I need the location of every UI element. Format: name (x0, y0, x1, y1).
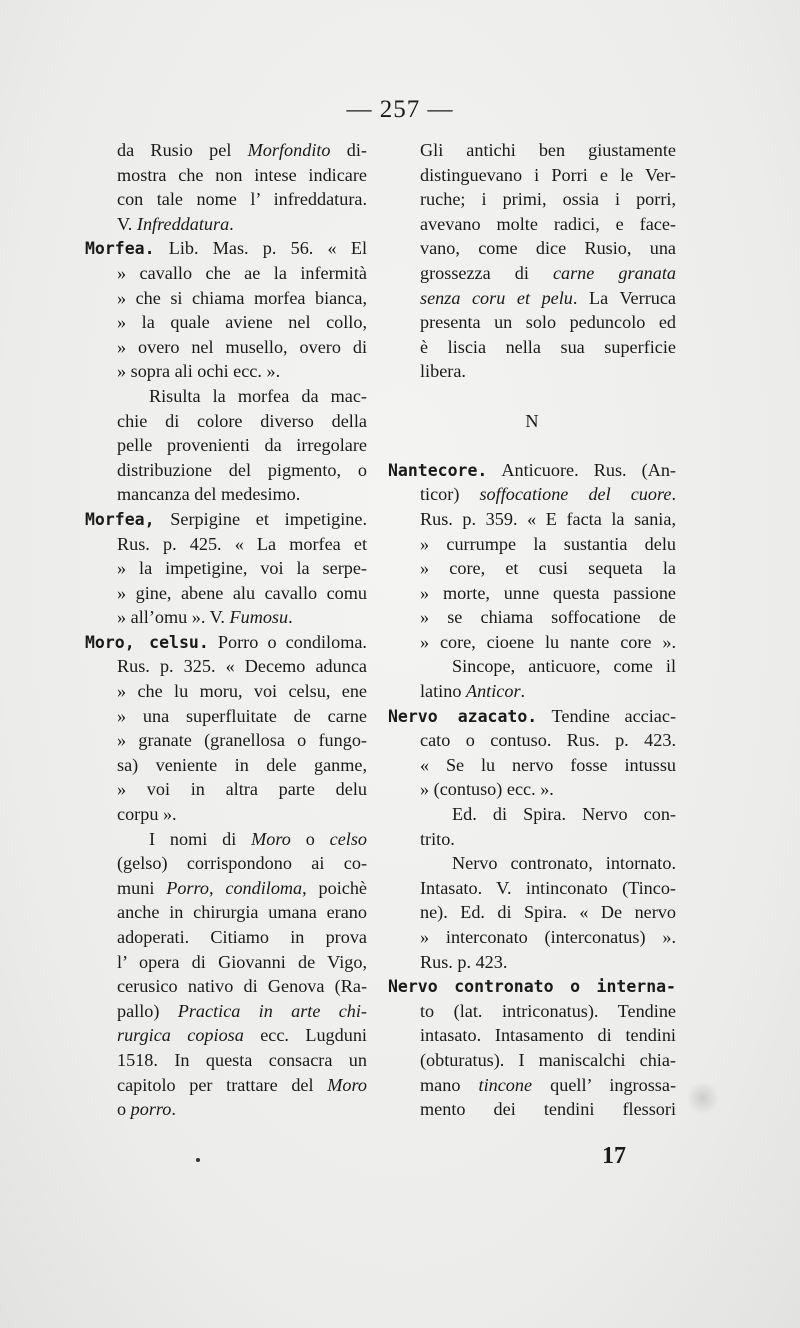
text-line: sa) veniente in dele ganme, (117, 754, 367, 775)
text-line: chie di colore diverso della (117, 410, 367, 431)
paragraph (388, 851, 676, 974)
entry-nervo-contronato (388, 974, 676, 1122)
text-line: Rus. p. 359. « E facta la sania, (420, 508, 676, 529)
text-line: » voi in altra parte delu (117, 779, 367, 800)
entry-headword: Moro, celsu. (85, 632, 209, 652)
text-line: » overo nel musello, overo di (117, 336, 367, 357)
text-line: V. Infreddatura. (117, 213, 234, 234)
entry-morfea-1 (85, 236, 367, 507)
text-line: ruche; i primi, ossia i porri, (420, 189, 676, 210)
intro-block (85, 138, 367, 236)
text-line: pelle provenienti da irregolare (117, 435, 367, 456)
text-line: to (lat. intriconatus). Tendine (420, 1000, 676, 1021)
entry-moro (85, 630, 367, 1122)
text-line: » la quale aviene nel collo, (117, 312, 367, 333)
ink-dot (196, 1158, 200, 1162)
text-line: » (contuso) ecc. ». (420, 779, 554, 800)
text-line: » core, cioene lu nante core ». (420, 631, 676, 652)
text-line: muni Porro, condiloma, poichè (117, 877, 368, 898)
text-line: Rus. p. 423. (420, 951, 508, 972)
text-line: vano, come dice Rusio, una (420, 238, 676, 259)
text-line: Gli antichi ben giustamente (420, 140, 676, 160)
text-line: » una superfluitate de carne (117, 705, 367, 726)
text-line: mento dei tendini flessori (420, 1099, 676, 1120)
text-line: I nomi di Moro o celso (149, 828, 368, 849)
text-line: » granate (granellosa o fungo- (117, 730, 367, 751)
text-line: latino Anticor. (420, 681, 526, 702)
text-line: senza coru et pelu. La Verruca (420, 287, 676, 308)
text-line: » all’omu ». V. Fumosu. (117, 607, 293, 628)
text-line: distribuzione del pigmento, o (117, 459, 367, 480)
entry-first-line: Nervo azacato. Tendine acciac- (388, 705, 676, 726)
text-line: » interconato (interconatus) ». (420, 927, 676, 947)
text-line: l’ opera di Giovanni de Vigo, (117, 951, 367, 972)
text-line: Risulta la morfea da mac- (149, 385, 367, 406)
text-line: ticor) soffocatione del cuore. (420, 484, 677, 505)
paragraph (388, 802, 676, 851)
paragraph (85, 384, 367, 507)
entry-headword: Nantecore. (388, 460, 488, 480)
entry-headword: Morfea, (85, 509, 155, 529)
text-line: » cavallo che ae la infermità (117, 262, 367, 283)
text-line: distinguevano i Porri e le Ver- (420, 164, 676, 185)
text-line: trito. (420, 828, 455, 849)
text-line: da Rusio pel Morfondito di- (117, 140, 367, 160)
paragraph (85, 827, 367, 1122)
text-line: (obturatus). I maniscalchi chia- (420, 1049, 676, 1070)
text-line: mancanza del medesimo. (117, 484, 301, 505)
text-line: « Se lu nervo fosse intussu (420, 754, 676, 775)
text-line: cerusico nativo di Genova (Ra- (117, 976, 367, 997)
paper-stain (688, 1080, 718, 1116)
left-column (85, 138, 367, 1122)
signature-mark: 17 (602, 1143, 626, 1169)
entry-first-line (388, 974, 676, 999)
text-line: adoperati. Citiamo in prova (117, 927, 367, 947)
entry-first-line: Moro, celsu. Porro o condiloma. (85, 631, 367, 652)
entry-morfondito (85, 138, 367, 236)
entry-first-line: Morfea, Serpigine et impetigine. (85, 508, 367, 529)
text-line: » la impetigine, voi la serpe- (117, 558, 367, 579)
text-line: » se chiama soffocatione de (420, 607, 676, 628)
text-line: Sincope, anticuore, come il (452, 656, 676, 677)
entry-headword: Morfea. (85, 239, 155, 259)
text-line: o porro. (117, 1099, 176, 1120)
text-line: Rus. p. 425. « La morfea et (117, 533, 367, 554)
entry-nervo-azacato (388, 704, 676, 975)
text-line: cato o contuso. Rus. p. 423. (420, 730, 676, 751)
text-line: » gine, abene alu cavallo comu (117, 582, 367, 603)
text-line: Intasato. V. intinconato (Tinco- (420, 877, 676, 898)
text-line: Rus. p. 325. « Decemo adunca (117, 656, 367, 677)
text-line: presenta un solo peduncolo ed (420, 312, 676, 333)
text-line: corpu ». (117, 804, 177, 825)
text-line: anche in chirurgia umana erano (117, 902, 367, 923)
text-line: ne). Ed. di Spira. « De nervo (420, 902, 676, 923)
section-letter: N (525, 410, 539, 431)
page-number: — 257 — (346, 96, 454, 123)
text-line: libera. (420, 361, 466, 382)
text-line: (gelso) corrispondono ai co- (117, 853, 367, 874)
entry-nantecore (388, 458, 676, 704)
paragraph (388, 654, 676, 703)
text-line: è liscia nella sua superficie (420, 336, 676, 357)
text-line: » core, et cusi sequeta la (420, 558, 676, 579)
text-line: mano tincone quell’ ingrossa- (420, 1074, 676, 1095)
text-line: » sopra ali ochi ecc. ». (117, 361, 281, 382)
text-line: intasato. Intasamento di tendini (420, 1025, 676, 1046)
text-line: » currumpe la sustantia delu (420, 533, 676, 554)
text-line: mostra che non intese indicare (117, 164, 367, 185)
entry-headword: Nervo contronato o interna- (388, 977, 676, 997)
entry-first-line: Nantecore. Anticuore. Rus. (An- (388, 459, 676, 480)
entry-first-line: Morfea. Lib. Mas. p. 56. « El (85, 238, 367, 259)
text-line: avevano molte radici, e face- (420, 213, 676, 234)
right-column (388, 138, 676, 1122)
text-line: » morte, unne questa passione (420, 582, 676, 603)
text-line: rurgica copiosa ecc. Lugduni (117, 1025, 367, 1046)
text-line: pallo) Practica in arte chi- (117, 1000, 367, 1021)
porri-paragraph (388, 138, 676, 384)
entry-headword: Nervo azacato. (388, 706, 538, 726)
entry-morfea-2 (85, 507, 367, 630)
text-line: 1518. In questa consacra un (117, 1049, 367, 1070)
text-line: » che si chiama morfea bianca, (117, 287, 367, 308)
text-line: Ed. di Spira. Nervo con- (452, 804, 676, 825)
text-line: capitolo per trattare del Moro (117, 1074, 367, 1095)
text-line: grossezza di carne granata (420, 262, 676, 283)
text-line: » che lu moru, voi celsu, ene (117, 681, 367, 702)
text-line: con tale nome l’ infreddatura. (117, 189, 367, 210)
text-line: Nervo contronato, intornato. (452, 853, 676, 874)
